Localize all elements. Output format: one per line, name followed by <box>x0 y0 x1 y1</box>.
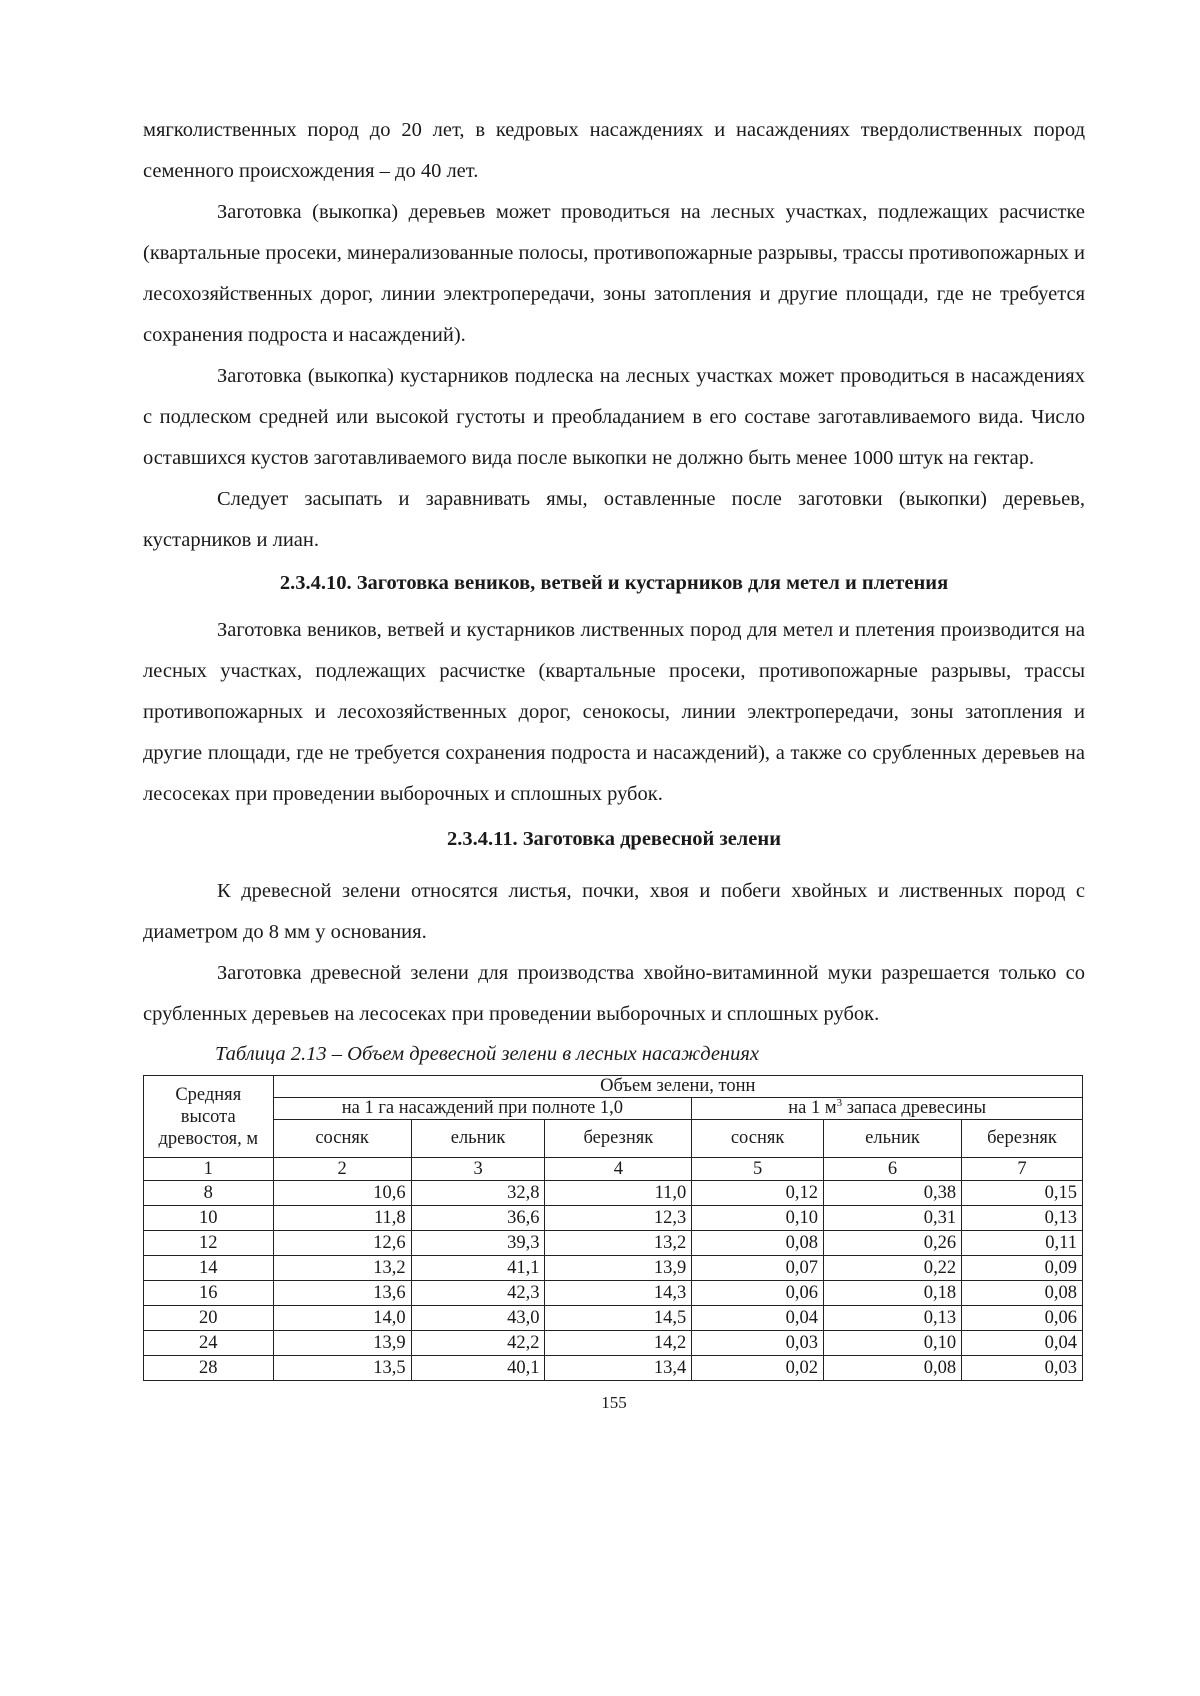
table-row <box>144 1206 1083 1231</box>
height-cell: 16 <box>144 1281 274 1306</box>
value-cell: 0,38 <box>823 1181 961 1206</box>
value-cell: 13,4 <box>545 1356 692 1381</box>
value-cell: 10,6 <box>273 1181 411 1206</box>
value-cell: 0,22 <box>823 1256 961 1281</box>
value-cell: 13,2 <box>545 1231 692 1256</box>
section-heading: 2.3.4.11. Заготовка древесной зелени <box>446 828 782 850</box>
height-cell: 14 <box>144 1256 274 1281</box>
value-cell: 0,08 <box>823 1356 961 1381</box>
value-cell: 11,0 <box>545 1181 692 1206</box>
table-row <box>144 1281 1083 1306</box>
height-cell: 8 <box>144 1181 274 1206</box>
value-cell: 0,31 <box>823 1206 961 1231</box>
value-cell: 42,3 <box>411 1281 545 1306</box>
value-cell: 13,6 <box>273 1281 411 1306</box>
height-cell: 10 <box>144 1206 274 1231</box>
paragraph: Заготовка (выкопка) деревьев может проводиться на лесных участках, подлежащих расчистке (квартальные просеки, минерализованные полосы, противопожарные разрывы, трассы противопожарных и лесохозяйственных дорог, линии электропередачи, зоны затопления и другие площади, где не требуется сохранения подроста и насаждений). <box>143 201 1085 346</box>
header-height-column: Средняя высота древостоя, м <box>144 1076 274 1158</box>
paragraph: Заготовка древесной зелени для производства хвойно-витаминной муки разрешается только со срубленных деревьев на лесосеках при проведении выборочных и сплошных рубок. <box>143 962 1085 1025</box>
value-cell: 14,3 <box>545 1281 692 1306</box>
header-species: сосняк <box>273 1120 411 1158</box>
value-cell: 13,2 <box>273 1256 411 1281</box>
header-group: Объем зелени, тонн <box>273 1076 1082 1098</box>
table-row <box>144 1306 1083 1331</box>
header-species: ельник <box>411 1120 545 1158</box>
value-cell: 13,9 <box>545 1256 692 1281</box>
header-species: березняк <box>962 1120 1083 1158</box>
value-cell: 14,2 <box>545 1331 692 1356</box>
height-cell: 24 <box>144 1331 274 1356</box>
value-cell: 14,0 <box>273 1306 411 1331</box>
value-cell: 13,9 <box>273 1331 411 1356</box>
section-heading: 2.3.4.10. Заготовка веников, ветвей и кустарников для метел и плетения <box>279 572 949 594</box>
height-cell: 12 <box>144 1231 274 1256</box>
value-cell: 0,11 <box>962 1231 1083 1256</box>
value-cell: 39,3 <box>411 1231 545 1256</box>
value-cell: 11,8 <box>273 1206 411 1231</box>
table-row <box>144 1331 1083 1356</box>
table-row <box>144 1181 1083 1206</box>
table-row <box>144 1256 1083 1281</box>
value-cell: 13,5 <box>273 1356 411 1381</box>
value-cell: 0,03 <box>962 1356 1083 1381</box>
paragraph: Заготовка веников, ветвей и кустарников лиственных пород для метел и плетения производится на лесных участках, подлежащих расчистке (квартальные просеки, противопожарные разрывы, трассы противопожарных и лесохозяйственных дорог, сенокосы, линии электропередачи, зоны затопления и другие площади, где не требуется сохранения подроста и насаждений), а также со срубленных деревьев на лесосеках при проведении выборочных и сплошных рубок. <box>143 619 1085 805</box>
value-cell: 0,03 <box>692 1331 824 1356</box>
column-number: 7 <box>962 1158 1083 1181</box>
value-cell: 12,3 <box>545 1206 692 1231</box>
document-page <box>143 110 1085 1413</box>
column-number: 4 <box>545 1158 692 1181</box>
column-number: 2 <box>273 1158 411 1181</box>
height-cell: 28 <box>144 1356 274 1381</box>
column-number: 5 <box>692 1158 824 1181</box>
header-species: березняк <box>545 1120 692 1158</box>
header-sub-per-cubic-meter: на 1 $м^3$ запаса древесины <box>692 1098 1083 1120</box>
value-cell: 41,1 <box>411 1256 545 1281</box>
value-cell: 43,0 <box>411 1306 545 1331</box>
value-cell: 40,1 <box>411 1356 545 1381</box>
column-number: 6 <box>823 1158 961 1181</box>
value-cell: 0,13 <box>823 1306 961 1331</box>
header-sub-per-hectare: на 1 га насаждений при полноте 1,0 <box>273 1098 692 1120</box>
value-cell: 0,08 <box>962 1281 1083 1306</box>
value-cell: 0,06 <box>692 1281 824 1306</box>
height-cell: 20 <box>144 1306 274 1331</box>
value-cell: 0,08 <box>692 1231 824 1256</box>
paragraph: Следует засыпать и заравнивать ямы, оставленные после заготовки (выкопки) деревьев, кустарников и лиан. <box>143 488 1085 551</box>
value-cell: 0,10 <box>692 1206 824 1231</box>
value-cell: 0,09 <box>962 1256 1083 1281</box>
header-species: ельник <box>823 1120 961 1158</box>
value-cell: 0,15 <box>962 1181 1083 1206</box>
table-row <box>144 1231 1083 1256</box>
data-table <box>143 1075 1083 1381</box>
value-cell: 0,10 <box>823 1331 961 1356</box>
column-number-row <box>144 1158 1083 1181</box>
value-cell: 0,06 <box>962 1306 1083 1331</box>
value-cell: 0,18 <box>823 1281 961 1306</box>
page-number: 155 <box>601 1393 627 1412</box>
value-cell: 32,8 <box>411 1181 545 1206</box>
value-cell: 12,6 <box>273 1231 411 1256</box>
value-cell: 0,13 <box>962 1206 1083 1231</box>
header-species: сосняк <box>692 1120 824 1158</box>
table-row <box>144 1356 1083 1381</box>
column-number: 3 <box>411 1158 545 1181</box>
value-cell: 0,04 <box>962 1331 1083 1356</box>
value-cell: 0,12 <box>692 1181 824 1206</box>
value-cell: 36,6 <box>411 1206 545 1231</box>
value-cell: 14,5 <box>545 1306 692 1331</box>
value-cell: 0,07 <box>692 1256 824 1281</box>
table-caption: Таблица 2.13 – Объем древесной зелени в лесных насаждениях <box>215 1043 759 1065</box>
value-cell: 0,02 <box>692 1356 824 1381</box>
paragraph: Заготовка (выкопка) кустарников подлеска на лесных участках может проводиться в насаждениях с подлеском средней или высокой густоты и преобладанием в его составе заготавливаемого вида. Число оставшихся кустов заготавливаемого вида после выкопки не должно быть менее 1000 штук на гектар. <box>143 365 1085 469</box>
paragraph: мягколиственных пород до 20 лет, в кедровых насаждениях и насаждениях твердолиственных пород семенного происхождения – до 40 лет. <box>143 119 1085 182</box>
value-cell: 0,26 <box>823 1231 961 1256</box>
value-cell: 0,04 <box>692 1306 824 1331</box>
column-number: 1 <box>144 1158 274 1181</box>
value-cell: 42,2 <box>411 1331 545 1356</box>
paragraph: К древесной зелени относятся листья, почки, хвоя и побеги хвойных и лиственных пород с диаметром до 8 мм у основания. <box>143 880 1085 943</box>
